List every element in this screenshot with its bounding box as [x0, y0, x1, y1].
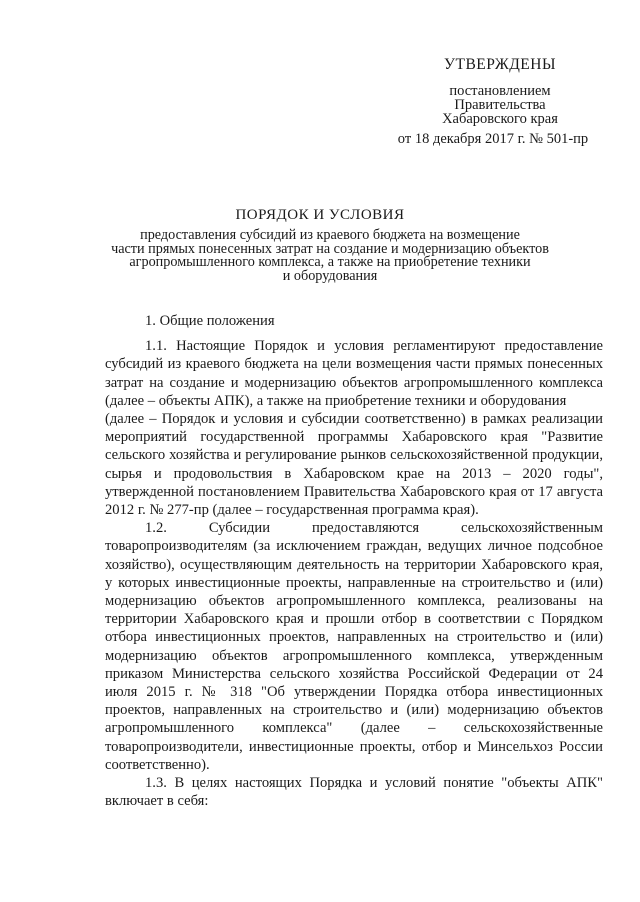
subtitle-line: части прямых понесенных затрат на создание и модернизацию объектов: [111, 240, 549, 257]
subtitle-line: и оборудования: [282, 267, 378, 284]
approval-line: постановлением: [449, 83, 551, 99]
paragraph-1-2: 1.2. Субсидии предоставляются сельскохозяйственным товаропроизводителям (за исключением граждан, ведущих личное подсобное хозяйство), осуществляющим деятельность на территории Хабаровского края, у которых инвестиционные проекты, направленные на строительство и (или) модернизацию объектов агропромышленного комплекса, реализованы на территории Хабаровского края и прошли отбор в соответствии с Порядком отбора инвестиционных проектов, направленных на строительство и (или) модернизацию объектов агропромышленного комплекса, утвержденным приказом Министерства сельского хозяйства Российской Федерации от 24 июля 2015 г. № 318 "Об утверждении Порядка отбора инвестиционных проектов, направленных на строительство и (или) модернизацию объектов агропромышленного комплекса" (далее – сельскохозяйственные товаропроизводители, инвестиционные проекты, отбор и Минсельхоз России соответственно).: [105, 520, 603, 773]
approval-heading: УТВЕРЖДЕНЫ: [444, 56, 556, 73]
document-body: [105, 312, 603, 810]
subtitle-line: предоставления субсидий из краевого бюджета на возмещение: [140, 227, 520, 243]
subtitle-line: агропромышленного комплекса, а также на приобретение техники: [129, 254, 531, 270]
paragraph-1-1-continued: (далее – Порядок и условия и субсидии соответственно) в рамках реализации мероприятий государственной программы Хабаровского края "Развитие сельского хозяйства и регулирование рынков сельскохозяйственной продукции, сырья и продовольствия в Хабаровском крае на 2013 – 2020 годы", утвержденной постановлением Правительства Хабаровского края от 17 августа 2012 г. № 277-пр (далее – государственная программа края).: [105, 411, 603, 519]
approval-date: от 18 декабря 2017 г. № 501-пр: [397, 131, 589, 147]
approval-line: Правительства: [454, 97, 546, 113]
document-title: ПОРЯДОК И УСЛОВИЯ: [235, 207, 405, 223]
document-subtitle: [110, 229, 550, 283]
paragraph-1-3: 1.3. В целях настоящих Порядка и условий понятие "объекты АПК" включает в себя:: [105, 775, 603, 810]
paragraph-1-1: 1.1. Настоящие Порядок и условия регламентируют предоставление субсидий из краевого бюджета на цели возмещения части прямых понесенных затрат на создание и модернизацию объектов агропромышленного комплекса (далее – объекты АПК), а также на приобретение техники и оборудования: [105, 338, 603, 409]
approval-stamp: [380, 58, 620, 146]
approval-line: Хабаровского края: [442, 111, 558, 127]
section-heading: 1. Общие положения: [145, 313, 275, 329]
